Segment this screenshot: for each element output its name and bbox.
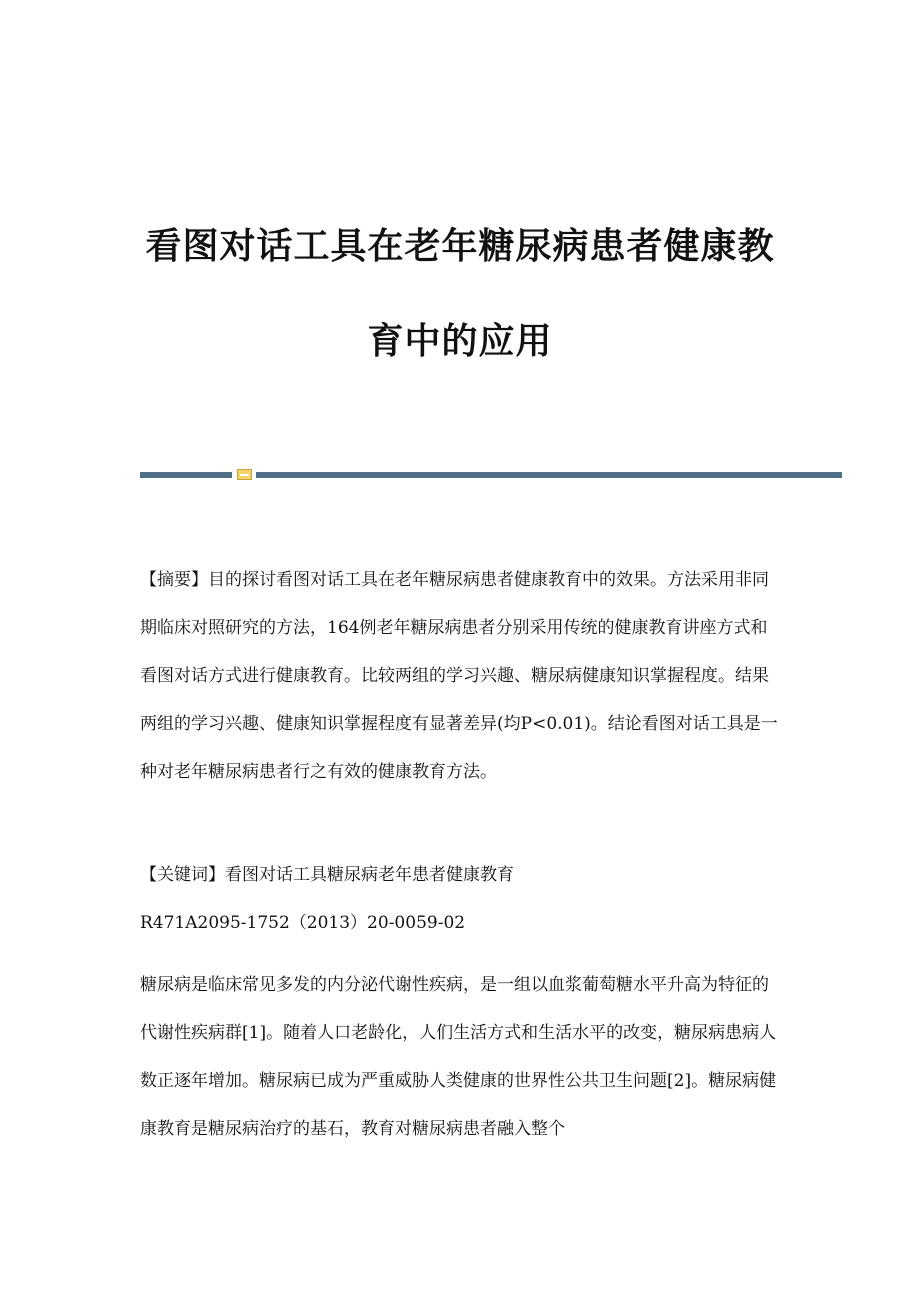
document-title-line-2: 育中的应用 xyxy=(367,321,553,362)
abstract-paragraph: 【摘要】目的探讨看图对话工具在老年糖尿病患者健康教育中的效果。方法采用非同期临床对照研究的方法，164例老年糖尿病患者分别采用传统的健康教育讲座方式和看图对话方式进行健康教育。比较两组的学习兴趣、糖尿病健康知识掌握程度。结果两组的学习兴趣、健康知识掌握程度有显著差异(均P<0.01)。结论看图对话工具是一种对老年糖尿病患者行之有效的健康教育方法。 xyxy=(140,570,778,782)
body-paragraph: 糖尿病是临床常见多发的内分泌代谢性疾病，是一组以血浆葡萄糖水平升高为特征的代谢性疾病群[1]。随着人口老龄化，人们生活方式和生活水平的改变，糖尿病患病人数正逐年增加。糖尿病已成为严重威胁人类健康的世界性公共卫生问题[2]。糖尿病健康教育是糖尿病治疗的基石，教育对糖尿病患者融入整个 xyxy=(140,975,777,1139)
title-divider xyxy=(140,469,842,479)
divider-bar-right xyxy=(256,472,842,478)
classification-code: R471A2095-1752（2013）20-0059-02 xyxy=(140,913,466,933)
keywords-line: 【关键词】看图对话工具糖尿病老年患者健康教育 xyxy=(140,865,514,885)
divider-bar-left xyxy=(140,472,232,478)
divider-emblem-icon xyxy=(237,469,252,480)
document-title-line-1: 看图对话工具在老年糖尿病患者健康教 xyxy=(145,226,775,267)
